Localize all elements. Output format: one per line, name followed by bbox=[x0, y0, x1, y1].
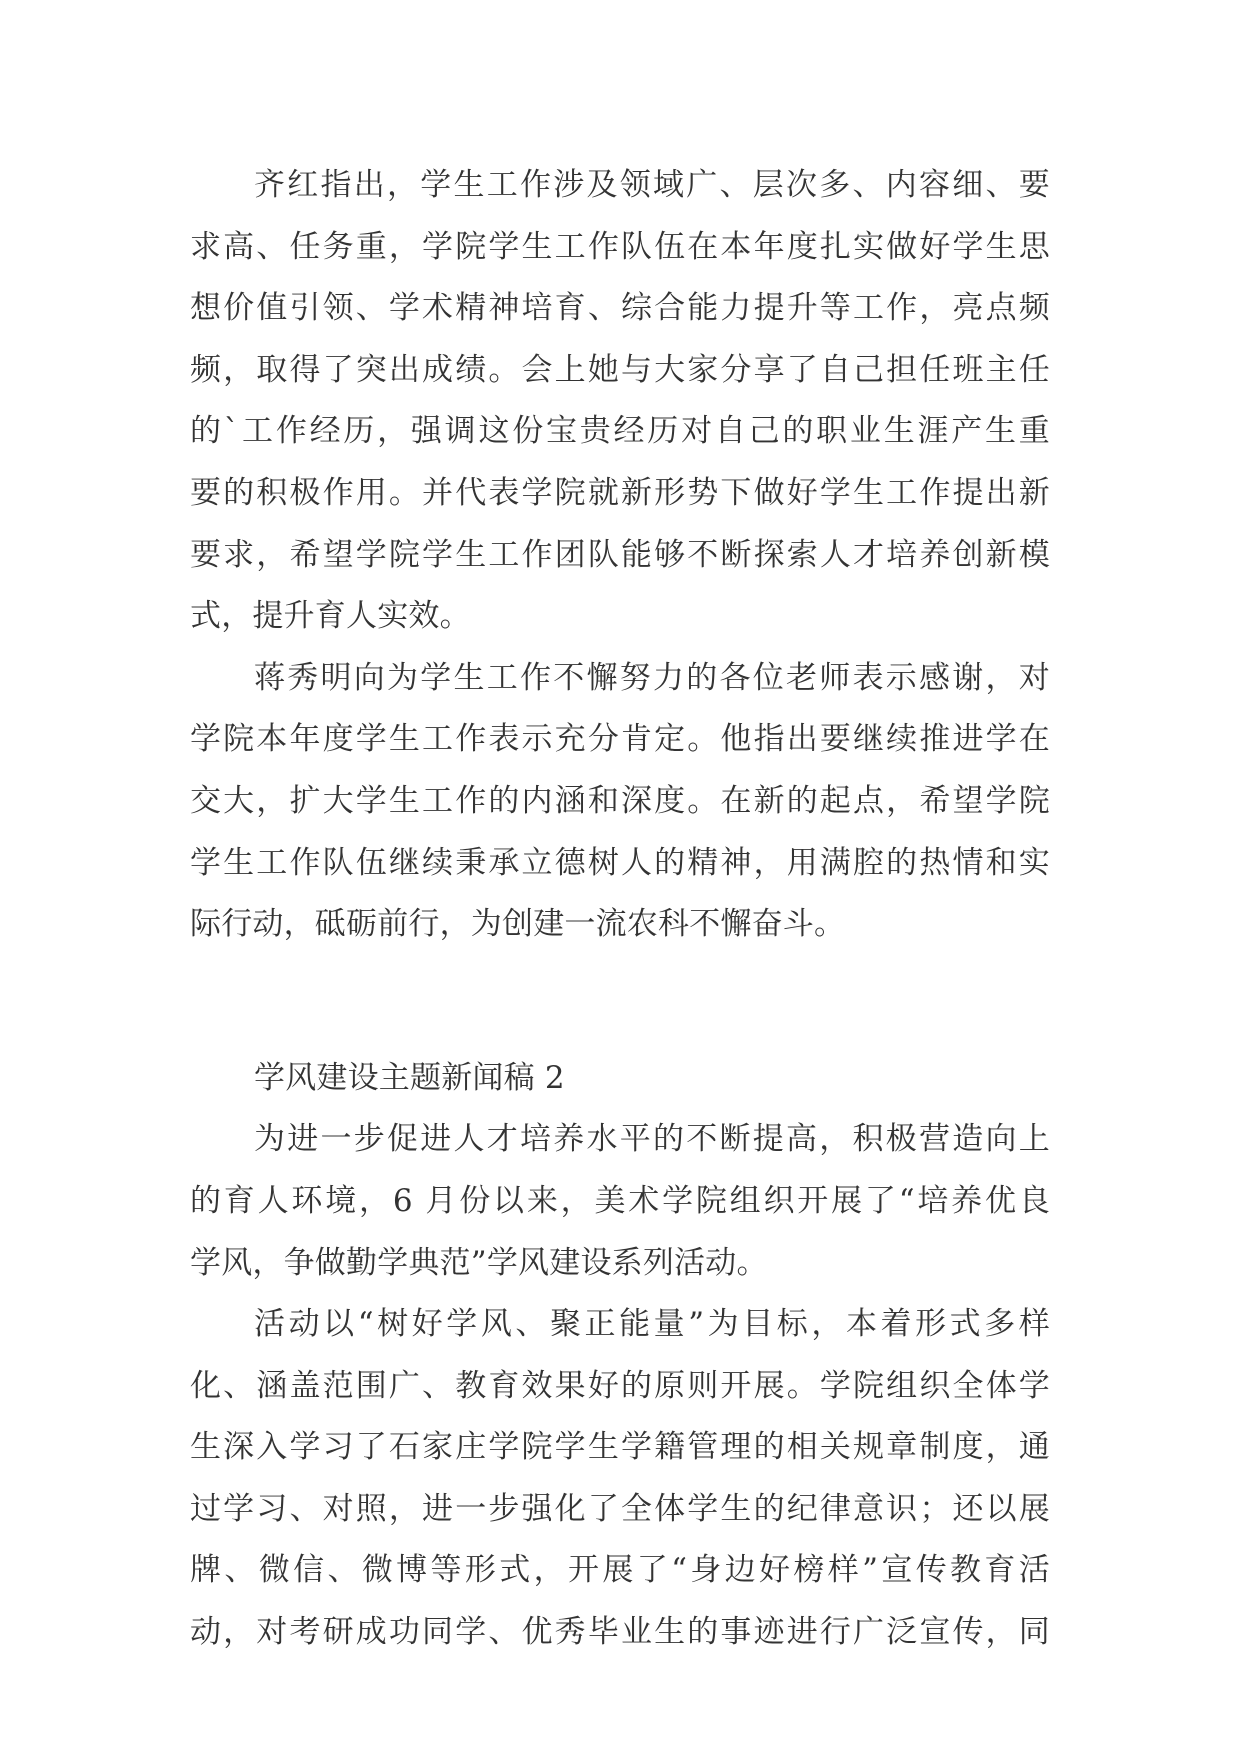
paragraph-line: 频，取得了突出成绩。会上她与大家分享了自己担任班主任 bbox=[190, 351, 1050, 388]
paragraph-line: 学生工作队伍继续秉承立德树人的精神，用满腔的热情和实 bbox=[190, 844, 1050, 881]
paragraph-line: 的`工作经历，强调这份宝贵经历对自己的职业生涯产生重 bbox=[190, 413, 1050, 450]
paragraph-line: 为进一步促进人才培养水平的不断提高，积极营造向上 bbox=[254, 1121, 1050, 1158]
paragraph-line: 要求，希望学院学生工作团队能够不断探索人才培养创新模 bbox=[190, 536, 1050, 573]
paragraph bbox=[190, 648, 1050, 956]
paragraph-line: 活动以“树好学风、聚正能量”为目标，本着形式多样 bbox=[254, 1306, 1050, 1343]
paragraph-line: 过学习、对照，进一步强化了全体学生的纪律意识；还以展 bbox=[190, 1490, 1050, 1527]
paragraph-line: 际行动，砥砺前行，为创建一流农科不懈奋斗。 bbox=[190, 906, 846, 943]
paragraph-line: 式，提升育人实效。 bbox=[190, 598, 471, 635]
paragraph-line: 生深入学习了石家庄学院学生学籍管理的相关规章制度，通 bbox=[190, 1429, 1050, 1466]
paragraph bbox=[190, 1109, 1050, 1294]
paragraph bbox=[190, 155, 1050, 648]
paragraph-line: 的育人环境，6 月份以来，美术学院组织开展了“培养优良 bbox=[190, 1182, 1050, 1219]
document-body bbox=[190, 155, 1050, 1664]
paragraph-line: 动，对考研成功同学、优秀毕业生的事迹进行广泛宣传，同 bbox=[190, 1614, 1050, 1651]
section-gap bbox=[190, 956, 1050, 1048]
paragraph-line: 交大，扩大学生工作的内涵和深度。在新的起点，希望学院 bbox=[190, 782, 1050, 819]
paragraph-line: 蒋秀明向为学生工作不懈努力的各位老师表示感谢，对 bbox=[254, 659, 1050, 696]
paragraph-line: 齐红指出，学生工作涉及领域广、层次多、内容细、要 bbox=[254, 167, 1050, 203]
paragraph-line: 求高、任务重，学院学生工作队伍在本年度扎实做好学生思 bbox=[190, 228, 1050, 265]
paragraph-line: 学院本年度学生工作表示充分肯定。他指出要继续推进学在 bbox=[190, 721, 1050, 758]
paragraph-line: 想价值引领、学术精神培育、综合能力提升等工作，亮点频 bbox=[190, 290, 1050, 327]
paragraph bbox=[190, 1294, 1050, 1664]
paragraph-line: 化、涵盖范围广、教育效果好的原则开展。学院组织全体学 bbox=[190, 1367, 1050, 1404]
paragraph-line: 要的积极作用。并代表学院就新形势下做好学生工作提出新 bbox=[190, 474, 1050, 511]
section-heading: 学风建设主题新闻稿 2 bbox=[254, 1059, 565, 1096]
paragraph-line: 牌、微信、微博等形式，开展了“身边好榜样”宣传教育活 bbox=[190, 1552, 1050, 1589]
paragraph-line: 学风，争做勤学典范”学风建设系列活动。 bbox=[190, 1244, 768, 1281]
